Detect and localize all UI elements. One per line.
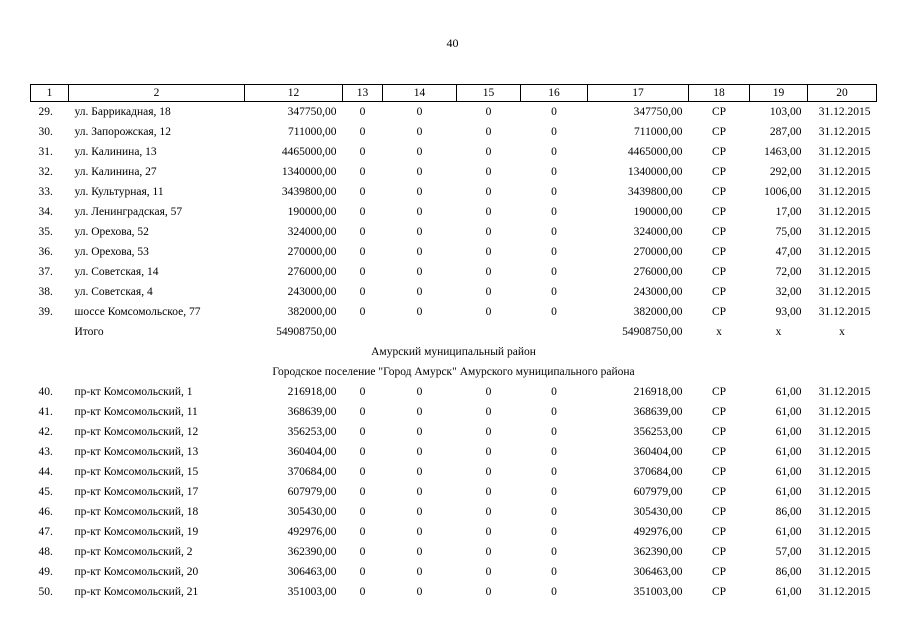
col15-cell: 0 bbox=[485, 586, 492, 598]
table-row bbox=[31, 222, 877, 242]
col19-cell: 32,00 bbox=[775, 286, 802, 298]
address-cell: ул. Советская, 4 bbox=[74, 286, 153, 298]
data-table bbox=[30, 84, 877, 602]
table-row bbox=[31, 562, 877, 582]
address-cell: ул. Калинина, 27 bbox=[74, 166, 157, 178]
col16-cell: 0 bbox=[551, 206, 557, 218]
column-header: 20 bbox=[808, 85, 877, 102]
col17-cell: 382000,00 bbox=[633, 306, 683, 318]
row-number-cell: 33. bbox=[38, 186, 53, 198]
col18-cell: СР bbox=[711, 146, 727, 158]
col13-cell: 0 bbox=[359, 546, 366, 558]
address-cell: ул. Орехова, 53 bbox=[74, 246, 149, 258]
col15-cell: 0 bbox=[485, 526, 492, 538]
col20-cell: 31.12.2015 bbox=[818, 406, 871, 418]
col19-cell: 57,00 bbox=[775, 546, 802, 558]
col17-cell: 305430,00 bbox=[633, 506, 683, 518]
col15-cell: 0 bbox=[485, 426, 492, 438]
col13-cell: 0 bbox=[359, 386, 366, 398]
col18-cell: СР bbox=[711, 446, 727, 458]
column-header: 12 bbox=[245, 85, 343, 102]
col15-cell: 0 bbox=[485, 286, 492, 298]
col15-cell: 0 bbox=[485, 126, 492, 138]
row-number-cell: 36. bbox=[38, 246, 53, 258]
col18-cell: СР bbox=[711, 426, 727, 438]
col13-cell: 0 bbox=[359, 486, 366, 498]
col16-cell: 0 bbox=[551, 486, 557, 498]
col14-cell: 0 bbox=[416, 266, 423, 278]
col19-cell: 292,00 bbox=[769, 166, 802, 178]
col13-cell: 0 bbox=[359, 166, 366, 178]
col13-cell: 0 bbox=[359, 526, 366, 538]
col18-cell: СР bbox=[711, 566, 727, 578]
row-number-cell: 43. bbox=[38, 446, 53, 458]
col19-cell: 287,00 bbox=[769, 126, 802, 138]
address-cell: пр-кт Комсомольский, 1 bbox=[74, 386, 193, 398]
col13-cell: 0 bbox=[359, 186, 366, 198]
col16-cell: 0 bbox=[551, 166, 557, 178]
col20-cell: 31.12.2015 bbox=[818, 286, 871, 298]
col16-cell: 0 bbox=[551, 466, 557, 478]
section-title-row bbox=[31, 342, 877, 362]
col18-cell: СР bbox=[711, 546, 727, 558]
col13-cell: 0 bbox=[359, 506, 366, 518]
col15-cell: 0 bbox=[485, 506, 492, 518]
col18-cell: СР bbox=[711, 166, 727, 178]
col12-cell: 360404,00 bbox=[287, 446, 337, 458]
column-header: 2 bbox=[69, 85, 245, 102]
col20-cell: 31.12.2015 bbox=[818, 106, 871, 118]
col12-cell: 351003,00 bbox=[287, 586, 337, 598]
address-cell: пр-кт Комсомольский, 11 bbox=[74, 406, 198, 418]
col17-cell: 351003,00 bbox=[633, 586, 683, 598]
col12-cell: 492976,00 bbox=[287, 526, 337, 538]
col13-cell: 0 bbox=[359, 226, 366, 238]
col15-cell: 0 bbox=[485, 106, 492, 118]
col17-cell: 1340000,00 bbox=[627, 166, 683, 178]
col18-cell: СР bbox=[711, 106, 727, 118]
col15-cell: 0 bbox=[485, 566, 492, 578]
col14-cell: 0 bbox=[416, 546, 423, 558]
col14-cell: 0 bbox=[416, 106, 423, 118]
col15-cell: 0 bbox=[485, 166, 492, 178]
col17-cell: 368639,00 bbox=[633, 406, 683, 418]
table-row bbox=[31, 122, 877, 142]
col14-cell: 0 bbox=[416, 486, 423, 498]
address-cell: ул. Советская, 14 bbox=[74, 266, 159, 278]
col12-cell: 1340000,00 bbox=[281, 166, 337, 178]
address-cell: ул. Калинина, 13 bbox=[74, 146, 157, 158]
col20-cell: 31.12.2015 bbox=[818, 306, 871, 318]
col20-cell: 31.12.2015 bbox=[818, 526, 871, 538]
col19-cell: 1463,00 bbox=[764, 146, 802, 158]
col16-cell: 0 bbox=[551, 506, 557, 518]
col18-cell: СР bbox=[711, 586, 727, 598]
col12-cell: 270000,00 bbox=[287, 246, 337, 258]
col15-cell: 0 bbox=[485, 146, 492, 158]
col20-cell: 31.12.2015 bbox=[818, 566, 871, 578]
col20-cell: 31.12.2015 bbox=[818, 246, 871, 258]
col12-cell: 3439800,00 bbox=[281, 186, 337, 198]
address-cell: пр-кт Комсомольский, 13 bbox=[74, 446, 199, 458]
col15-cell: 0 bbox=[485, 446, 492, 458]
address-cell: ул. Баррикадная, 18 bbox=[74, 106, 171, 118]
col13-cell: 0 bbox=[359, 446, 366, 458]
col17-cell: 216918,00 bbox=[633, 386, 683, 398]
column-header: 18 bbox=[689, 85, 750, 102]
col14-cell: 0 bbox=[416, 206, 423, 218]
col18-cell: СР bbox=[711, 226, 727, 238]
col19-cell: 61,00 bbox=[775, 586, 802, 598]
table-row bbox=[31, 442, 877, 462]
total-empty-cell bbox=[31, 322, 69, 342]
row-number-cell: 29. bbox=[38, 106, 53, 118]
col19-cell: 72,00 bbox=[775, 266, 802, 278]
table-row bbox=[31, 382, 877, 402]
row-number-cell: 47. bbox=[38, 526, 53, 538]
col12-cell: 370684,00 bbox=[287, 466, 337, 478]
table-header-row bbox=[31, 85, 877, 102]
address-cell: пр-кт Комсомольский, 17 bbox=[74, 486, 199, 498]
col14-cell: 0 bbox=[416, 146, 423, 158]
total-empty-cell bbox=[457, 322, 521, 342]
col20-cell: 31.12.2015 bbox=[818, 146, 871, 158]
col17-cell: 711000,00 bbox=[634, 126, 683, 138]
row-number-cell: 30. bbox=[38, 126, 53, 138]
col20-cell: 31.12.2015 bbox=[818, 226, 871, 238]
table-row bbox=[31, 502, 877, 522]
col12-cell: 362390,00 bbox=[287, 546, 337, 558]
table-row bbox=[31, 242, 877, 262]
col14-cell: 0 bbox=[416, 526, 423, 538]
col18-cell: СР bbox=[711, 206, 727, 218]
col16-cell: 0 bbox=[551, 186, 557, 198]
col16-cell: 0 bbox=[551, 246, 557, 258]
address-cell: ул. Культурная, 11 bbox=[74, 186, 164, 198]
col16-cell: 0 bbox=[551, 586, 557, 598]
table-row bbox=[31, 402, 877, 422]
col18-cell: СР bbox=[711, 266, 727, 278]
col17-cell: 324000,00 bbox=[633, 226, 683, 238]
address-cell: пр-кт Комсомольский, 15 bbox=[74, 466, 199, 478]
row-number-cell: 50. bbox=[38, 586, 53, 598]
col12-cell: 276000,00 bbox=[287, 266, 337, 278]
col17-cell: 370684,00 bbox=[633, 466, 683, 478]
col16-cell: 0 bbox=[551, 286, 557, 298]
col15-cell: 0 bbox=[485, 486, 492, 498]
table-row bbox=[31, 522, 877, 542]
row-number-cell: 42. bbox=[38, 426, 53, 438]
col14-cell: 0 bbox=[416, 586, 423, 598]
row-number-cell: 39. bbox=[38, 306, 53, 318]
row-number-cell: 38. bbox=[38, 286, 53, 298]
col12-cell: 243000,00 bbox=[287, 286, 337, 298]
col19-cell: 47,00 bbox=[775, 246, 802, 258]
col20-cell: 31.12.2015 bbox=[818, 386, 871, 398]
col14-cell: 0 bbox=[416, 306, 423, 318]
col14-cell: 0 bbox=[416, 466, 423, 478]
col20-cell: 31.12.2015 bbox=[818, 466, 871, 478]
col18-cell: СР bbox=[711, 306, 727, 318]
col14-cell: 0 bbox=[416, 506, 423, 518]
col13-cell: 0 bbox=[359, 586, 366, 598]
col12-cell: 306463,00 bbox=[287, 566, 337, 578]
row-number-cell: 41. bbox=[38, 406, 53, 418]
col17-cell: 362390,00 bbox=[633, 546, 683, 558]
table-row bbox=[31, 282, 877, 302]
col19-cell: 61,00 bbox=[775, 386, 802, 398]
col13-cell: 0 bbox=[359, 466, 366, 478]
col14-cell: 0 bbox=[416, 246, 423, 258]
col13-cell: 0 bbox=[359, 426, 366, 438]
row-number-cell: 34. bbox=[38, 206, 53, 218]
col13-cell: 0 bbox=[359, 246, 366, 258]
row-number-cell: 32. bbox=[38, 166, 53, 178]
total-col17: 54908750,00 bbox=[622, 326, 683, 338]
col20-cell: 31.12.2015 bbox=[818, 426, 871, 438]
col14-cell: 0 bbox=[416, 226, 423, 238]
col17-cell: 4465000,00 bbox=[627, 146, 683, 158]
col14-cell: 0 bbox=[416, 386, 423, 398]
col12-cell: 368639,00 bbox=[287, 406, 337, 418]
total-col12: 54908750,00 bbox=[276, 326, 337, 338]
col18-cell: СР bbox=[711, 186, 727, 198]
col20-cell: 31.12.2015 bbox=[818, 166, 871, 178]
address-cell: шоссе Комсомольское, 77 bbox=[74, 306, 201, 318]
col14-cell: 0 bbox=[416, 186, 423, 198]
table-row bbox=[31, 162, 877, 182]
col19-cell: 86,00 bbox=[775, 566, 802, 578]
col17-cell: 276000,00 bbox=[633, 266, 683, 278]
row-number-cell: 46. bbox=[38, 506, 53, 518]
column-header: 19 bbox=[750, 85, 808, 102]
row-number-cell: 45. bbox=[38, 486, 53, 498]
total-row bbox=[31, 322, 877, 342]
col17-cell: 360404,00 bbox=[633, 446, 683, 458]
col13-cell: 0 bbox=[359, 286, 366, 298]
address-cell: пр-кт Комсомольский, 12 bbox=[74, 426, 199, 438]
table-row bbox=[31, 582, 877, 602]
address-cell: пр-кт Комсомольский, 2 bbox=[74, 546, 193, 558]
col20-cell: 31.12.2015 bbox=[818, 486, 871, 498]
col19-cell: 61,00 bbox=[775, 466, 802, 478]
col19-cell: 61,00 bbox=[775, 526, 802, 538]
section-title-row bbox=[31, 362, 877, 382]
col12-cell: 347750,00 bbox=[287, 106, 337, 118]
table-row bbox=[31, 262, 877, 282]
col16-cell: 0 bbox=[551, 386, 557, 398]
col15-cell: 0 bbox=[485, 206, 492, 218]
row-number-cell: 48. bbox=[38, 546, 53, 558]
col12-cell: 711000,00 bbox=[288, 126, 337, 138]
col19-cell: 103,00 bbox=[769, 106, 802, 118]
col19-cell: 75,00 bbox=[775, 226, 802, 238]
table-row bbox=[31, 462, 877, 482]
column-header: 17 bbox=[588, 85, 689, 102]
col15-cell: 0 bbox=[485, 306, 492, 318]
col18-cell: СР bbox=[711, 126, 727, 138]
col16-cell: 0 bbox=[551, 546, 557, 558]
col13-cell: 0 bbox=[359, 146, 366, 158]
col19-cell: 61,00 bbox=[775, 426, 802, 438]
col18-cell: СР bbox=[711, 286, 727, 298]
col13-cell: 0 bbox=[359, 406, 366, 418]
col14-cell: 0 bbox=[416, 286, 423, 298]
col19-cell: 86,00 bbox=[775, 506, 802, 518]
address-cell: ул. Запорожская, 12 bbox=[74, 126, 171, 138]
col15-cell: 0 bbox=[485, 186, 492, 198]
col16-cell: 0 bbox=[551, 146, 557, 158]
col19-cell: 61,00 bbox=[775, 446, 802, 458]
col13-cell: 0 bbox=[359, 566, 366, 578]
total-empty-cell bbox=[343, 322, 383, 342]
col17-cell: 607979,00 bbox=[633, 486, 683, 498]
address-cell: пр-кт Комсомольский, 20 bbox=[74, 566, 199, 578]
table-row bbox=[31, 422, 877, 442]
col17-cell: 243000,00 bbox=[633, 286, 683, 298]
col16-cell: 0 bbox=[551, 226, 557, 238]
col16-cell: 0 bbox=[551, 266, 557, 278]
row-number-cell: 49. bbox=[38, 566, 53, 578]
col16-cell: 0 bbox=[551, 446, 557, 458]
col18-cell: СР bbox=[711, 466, 727, 478]
table-row bbox=[31, 482, 877, 502]
col20-cell: 31.12.2015 bbox=[818, 186, 871, 198]
section-title: Амурский муниципальный район bbox=[371, 346, 536, 358]
col17-cell: 347750,00 bbox=[633, 106, 683, 118]
row-number-cell: 37. bbox=[38, 266, 53, 278]
col16-cell: 0 bbox=[551, 126, 557, 138]
col15-cell: 0 bbox=[485, 386, 492, 398]
col20-cell: 31.12.2015 bbox=[818, 546, 871, 558]
column-header: 1 bbox=[31, 85, 69, 102]
col16-cell: 0 bbox=[551, 426, 557, 438]
total-empty-cell bbox=[521, 322, 588, 342]
col12-cell: 4465000,00 bbox=[281, 146, 337, 158]
column-header: 16 bbox=[521, 85, 588, 102]
col19-cell: 61,00 bbox=[775, 486, 802, 498]
table-row bbox=[31, 142, 877, 162]
col12-cell: 382000,00 bbox=[287, 306, 337, 318]
col20-cell: 31.12.2015 bbox=[818, 446, 871, 458]
col18-cell: СР bbox=[711, 406, 727, 418]
address-cell: ул. Ленинградская, 57 bbox=[74, 206, 183, 218]
col12-cell: 216918,00 bbox=[287, 386, 337, 398]
col14-cell: 0 bbox=[416, 446, 423, 458]
col13-cell: 0 bbox=[359, 266, 366, 278]
col14-cell: 0 bbox=[416, 126, 423, 138]
table-row bbox=[31, 542, 877, 562]
col14-cell: 0 bbox=[416, 566, 423, 578]
col15-cell: 0 bbox=[485, 266, 492, 278]
col20-cell: 31.12.2015 bbox=[818, 506, 871, 518]
col19-cell: 1006,00 bbox=[764, 186, 802, 198]
row-number-cell: 40. bbox=[38, 386, 53, 398]
col16-cell: 0 bbox=[551, 566, 557, 578]
col18-cell: СР bbox=[711, 386, 727, 398]
column-header: 13 bbox=[343, 85, 383, 102]
col12-cell: 607979,00 bbox=[287, 486, 337, 498]
address-cell: пр-кт Комсомольский, 21 bbox=[74, 586, 199, 598]
col18-cell: СР bbox=[711, 506, 727, 518]
col13-cell: 0 bbox=[359, 206, 366, 218]
row-number-cell: 35. bbox=[38, 226, 53, 238]
col16-cell: 0 bbox=[551, 406, 557, 418]
column-header: 14 bbox=[383, 85, 457, 102]
col12-cell: 356253,00 bbox=[287, 426, 337, 438]
table-body bbox=[31, 102, 877, 603]
address-cell: ул. Орехова, 52 bbox=[74, 226, 149, 238]
total-label: Итого bbox=[74, 326, 104, 338]
col16-cell: 0 bbox=[551, 106, 557, 118]
col19-cell: 61,00 bbox=[775, 406, 802, 418]
col20-cell: 31.12.2015 bbox=[818, 586, 871, 598]
table-row bbox=[31, 102, 877, 123]
col13-cell: 0 bbox=[359, 126, 366, 138]
address-cell: пр-кт Комсомольский, 18 bbox=[74, 506, 199, 518]
total-col19: х bbox=[775, 326, 782, 338]
col12-cell: 190000,00 bbox=[287, 206, 337, 218]
table-row bbox=[31, 182, 877, 202]
col15-cell: 0 bbox=[485, 246, 492, 258]
col14-cell: 0 bbox=[416, 406, 423, 418]
col17-cell: 190000,00 bbox=[633, 206, 683, 218]
col17-cell: 3439800,00 bbox=[627, 186, 683, 198]
table-row bbox=[31, 202, 877, 222]
col14-cell: 0 bbox=[416, 426, 423, 438]
col16-cell: 0 bbox=[551, 526, 557, 538]
column-header: 15 bbox=[457, 85, 521, 102]
col20-cell: 31.12.2015 bbox=[818, 266, 871, 278]
col18-cell: СР bbox=[711, 246, 727, 258]
page-number: 40 bbox=[446, 36, 459, 50]
row-number-cell: 44. bbox=[38, 466, 53, 478]
col13-cell: 0 bbox=[359, 106, 366, 118]
total-empty-cell bbox=[383, 322, 457, 342]
col17-cell: 270000,00 bbox=[633, 246, 683, 258]
total-col18: х bbox=[716, 326, 722, 338]
address-cell: пр-кт Комсомольский, 19 bbox=[74, 526, 199, 538]
table-row bbox=[31, 302, 877, 322]
col14-cell: 0 bbox=[416, 166, 423, 178]
row-number-cell: 31. bbox=[38, 146, 53, 158]
col17-cell: 306463,00 bbox=[633, 566, 683, 578]
col17-cell: 356253,00 bbox=[633, 426, 683, 438]
col18-cell: СР bbox=[711, 486, 727, 498]
col17-cell: 492976,00 bbox=[633, 526, 683, 538]
col15-cell: 0 bbox=[485, 546, 492, 558]
col13-cell: 0 bbox=[359, 306, 366, 318]
col15-cell: 0 bbox=[485, 226, 492, 238]
total-col20: х bbox=[839, 326, 845, 338]
col12-cell: 324000,00 bbox=[287, 226, 337, 238]
col19-cell: 17,00 bbox=[775, 206, 802, 218]
col16-cell: 0 bbox=[551, 306, 557, 318]
col12-cell: 305430,00 bbox=[287, 506, 337, 518]
col20-cell: 31.12.2015 bbox=[818, 126, 871, 138]
col20-cell: 31.12.2015 bbox=[818, 206, 871, 218]
col18-cell: СР bbox=[711, 526, 727, 538]
col19-cell: 93,00 bbox=[775, 306, 802, 318]
section-title: Городское поселение "Город Амурск" Амурского муниципального района bbox=[272, 366, 635, 378]
col15-cell: 0 bbox=[485, 406, 492, 418]
col15-cell: 0 bbox=[485, 466, 492, 478]
